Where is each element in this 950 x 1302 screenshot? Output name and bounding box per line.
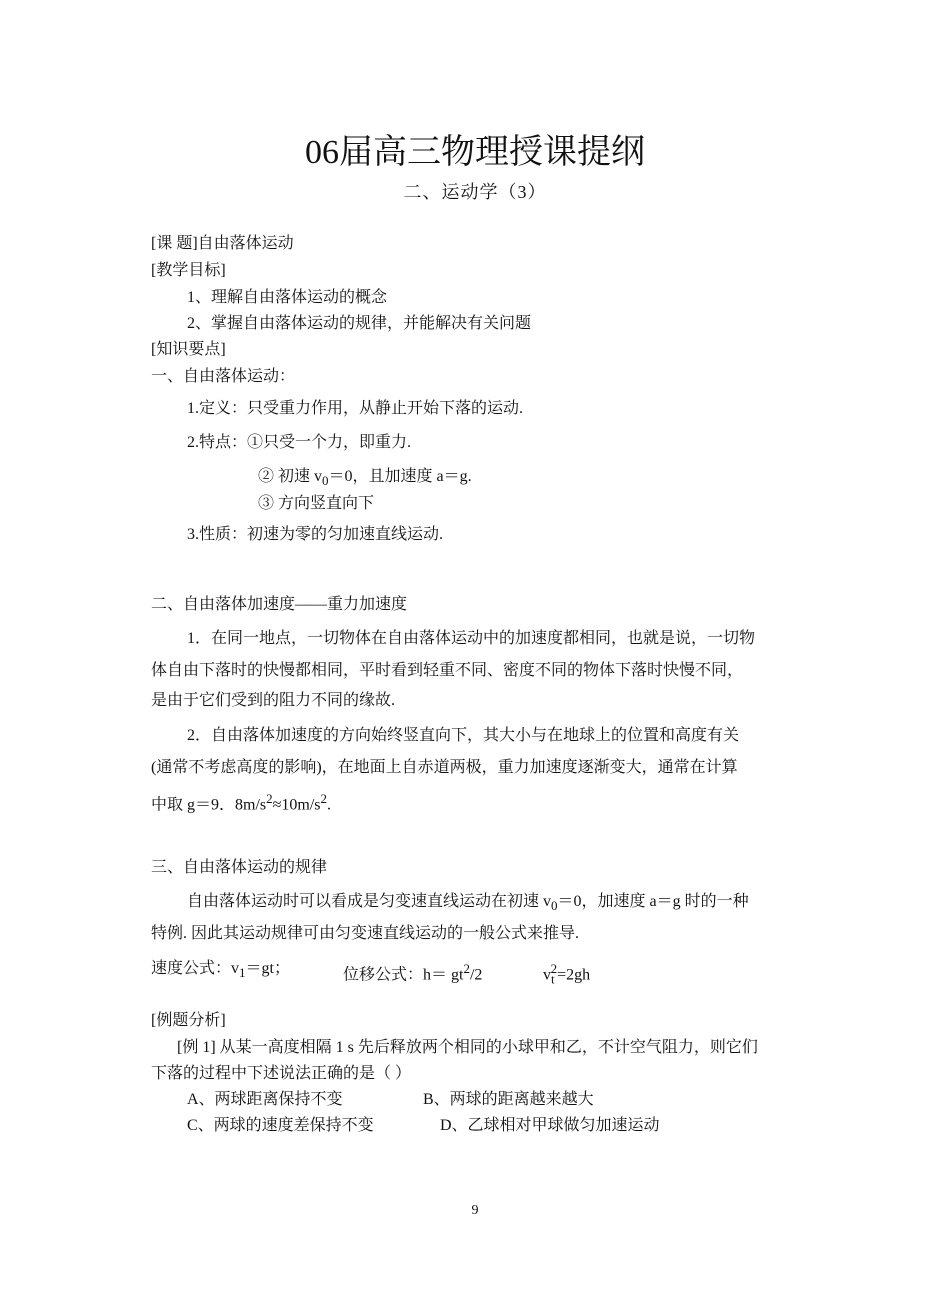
nature-line: 3.性质：初速为零的匀加速直线运动. [187,526,444,543]
feature-line: ② 初速 $v_0=0$，且加速度 a＝g. [258,468,472,489]
option-c: C、两球的速度差保持不变 [187,1117,374,1134]
paragraph-line: (通常不考虑高度的影响)，在地面上自赤道两极，重力加速度逐渐变大，通常在计算 [151,759,738,776]
question-text: 下落的过程中下述说法正确的是（ ） [151,1065,412,1082]
topic-line: [课 题]自由落体运动 [151,235,294,252]
page-subtitle: 二、运动学（3） [403,182,547,202]
option-a: A、两球距离保持不变 [187,1091,343,1108]
paragraph-line: 体自由下落时的快慢都相同，平时看到轻重不同、密度不同的物体下落时快慢不同， [151,662,744,679]
goals-heading: [教学目标] [151,262,226,279]
feature-line: 2.特点：①只受一个力，即重力. [187,434,412,451]
goal-item: 2、掌握自由落体运动的规律，并能解决有关问题 [187,315,532,332]
option-b: B、两球的距离越来越大 [423,1091,594,1108]
points-heading: [知识要点] [151,341,226,358]
feature-line: ③ 方向竖直向下 [258,495,375,512]
page-number: 9 [471,1203,479,1218]
definition-line: 1.定义：只受重力作用，从静止开始下落的运动. [187,400,524,417]
displacement-formula: 位移公式：$h= gt^2/2$ [343,961,483,984]
option-d: D、乙球相对甲球做匀加速运动 [440,1117,660,1134]
velocity-squared-formula: $v_t^2=2gh$ [543,961,591,987]
section-3-heading: 三、自由落体运动的规律 [151,859,328,876]
paragraph-line: 自由落体运动时可以看成是匀变速直线运动在初速 $v_0=0$，加速度 a＝g 时的一种 [187,893,749,914]
speed-formula: 速度公式：$v_1=gt$； [151,960,290,981]
section-1-heading: 一、自由落体运动： [151,368,296,385]
paragraph-line: 1．在同一地点，一切物体在自由落体运动中的加速度都相同，也就是说，一切物 [187,630,756,647]
example-heading: [例题分析] [151,1012,226,1029]
paragraph-line: 是由于它们受到的阻力不同的缘故. [151,692,396,709]
page-title: 06届高三物理授课提纲 [305,134,645,171]
goal-item: 1、理解自由落体运动的概念 [187,289,388,306]
paragraph-line: 2．自由落体加速度的方向始终竖直向下，其大小与在地球上的位置和高度有关 [187,727,740,744]
question-text: [例 1] 从某一高度相隔 1 s 先后释放两个相同的小球甲和乙，不计空气阻力，则它们 [177,1039,758,1056]
paragraph-line: 中取 g＝9．$8m/s^2\approx 10m/s^2$. [151,791,332,814]
paragraph-line: 特例. 因此其运动规律可由匀变速直线运动的一般公式来推导. [151,925,580,942]
section-2-heading: 二、自由落体加速度——重力加速度 [151,596,408,613]
